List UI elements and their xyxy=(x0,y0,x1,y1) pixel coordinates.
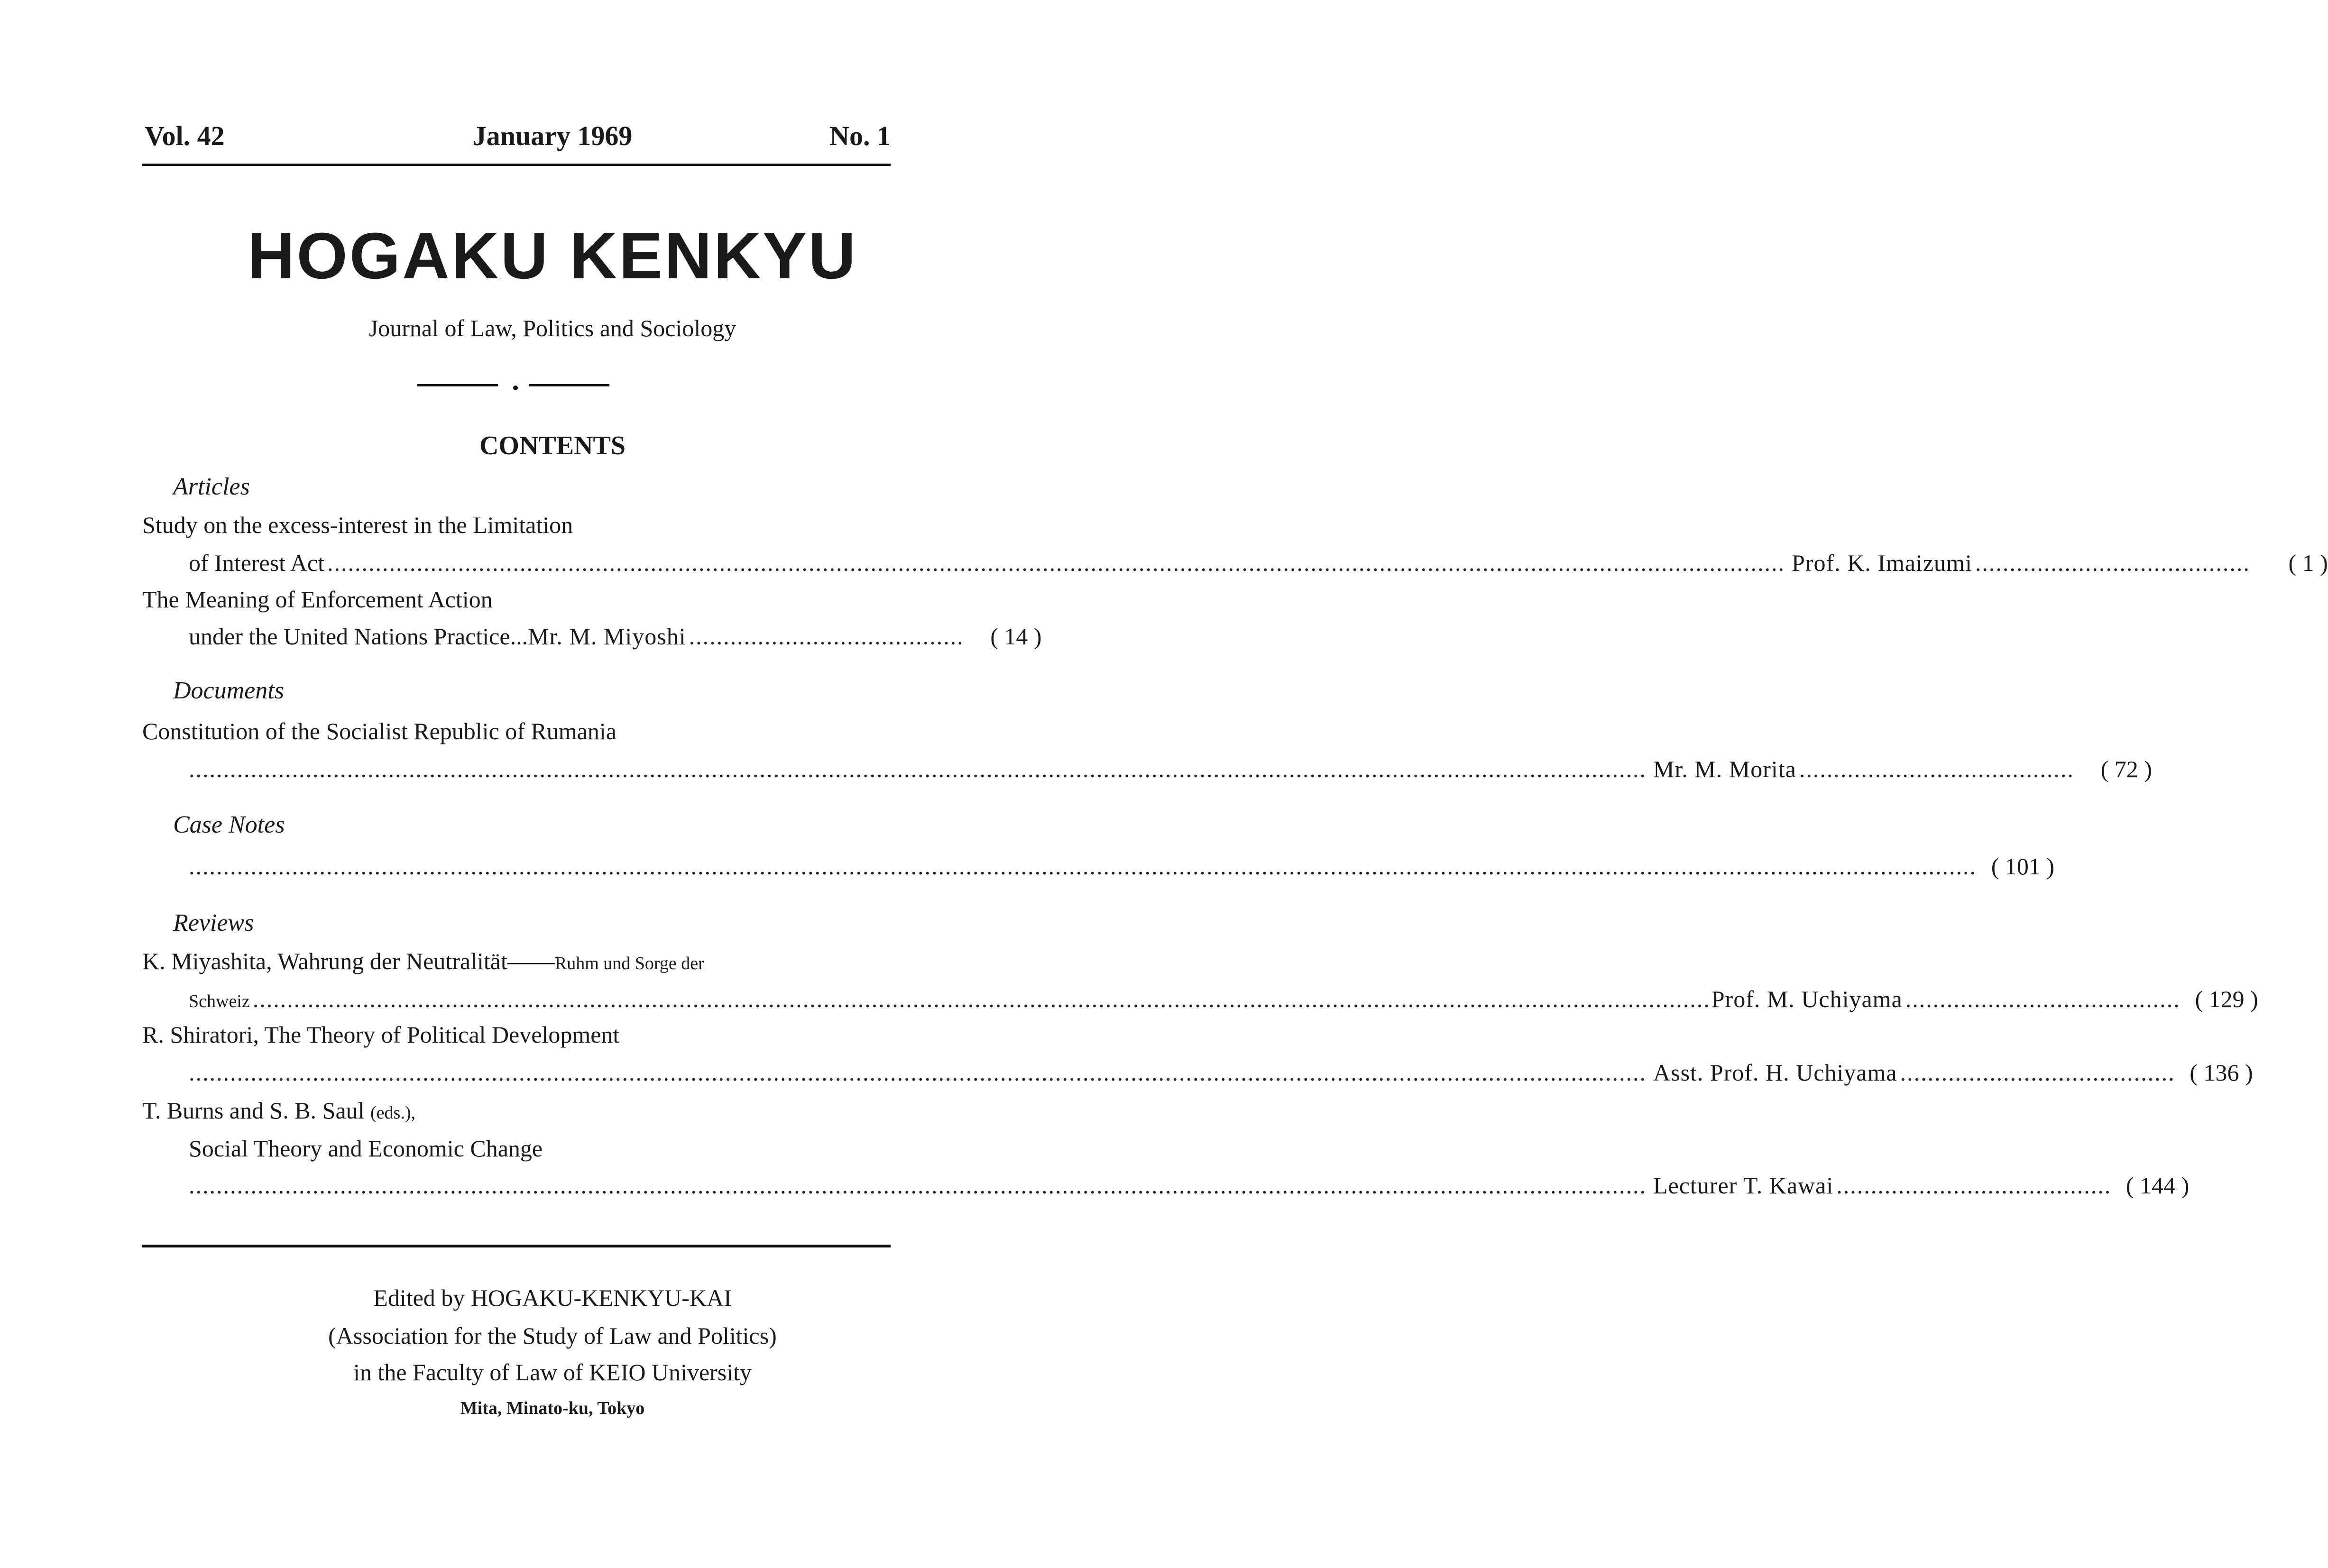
leader-dots: .................................................................................................................................................................................................................... xyxy=(189,1059,1647,1086)
review-1-author: Prof. M. Uchiyama xyxy=(1711,986,1903,1012)
review-3-author: Lecturer T. Kawai xyxy=(1653,1172,1834,1199)
review-3-title-main: T. Burns and S. B. Saul xyxy=(142,1097,365,1124)
article-2-title: The Meaning of Enforcement Action xyxy=(142,586,493,613)
review-1-title-cont: Schweiz xyxy=(189,991,250,1011)
review-1-title xyxy=(142,946,704,979)
article-2-title-cont: under the United Nations Practice... xyxy=(189,623,528,650)
section-heading-reviews: Reviews xyxy=(173,909,254,936)
review-2-page: ( 136 ) xyxy=(2190,1059,2253,1086)
leader-dots: ........................................ xyxy=(689,623,964,650)
issue-number: No. 1 xyxy=(829,120,891,151)
review-1-title-main: K. Miyashita, Wahrung der Neutralität—— xyxy=(142,948,555,974)
edited-by-line xyxy=(0,1283,1105,1313)
case-notes-page: ( 101 ) xyxy=(1991,853,2054,880)
document-1-title: Constitution of the Socialist Republic of Rumania xyxy=(142,718,617,744)
review-1-entry xyxy=(189,984,2258,1014)
document-1-author: Mr. M. Morita xyxy=(1653,756,1796,782)
review-3-page: ( 144 ) xyxy=(2126,1172,2190,1199)
review-2-title: R. Shiratori, The Theory of Political Development xyxy=(142,1021,620,1048)
article-1-entry xyxy=(189,548,2328,578)
leader-dots: ........................................ xyxy=(1900,1059,2175,1086)
leader-dots: .................................................................................................................................................................................................................... xyxy=(189,756,1647,782)
editor-organization: HOGAKU-KENKYU-KAI xyxy=(470,1284,732,1311)
section-heading-documents: Documents xyxy=(173,677,284,704)
ornament-dot xyxy=(513,385,518,390)
association-line: (Association for the Study of Law and Politics) xyxy=(328,1322,777,1349)
contents-heading: CONTENTS xyxy=(479,431,626,460)
leader-dots: ........................................ xyxy=(1799,756,2074,782)
review-3-title-cont: Social Theory and Economic Change xyxy=(189,1135,543,1162)
leader-dots: .................................................................................................................................................................................................................... xyxy=(189,1172,1647,1199)
article-2-page: ( 14 ) xyxy=(990,623,1042,650)
journal-title: HOGAKU KENKYU xyxy=(247,220,858,293)
article-2-entry xyxy=(189,621,1042,651)
section-heading-articles: Articles xyxy=(173,473,250,500)
document-1-page: ( 72 ) xyxy=(2100,756,2152,782)
leader-dots: .................................................................................................................................................................................................................... xyxy=(327,550,1785,576)
review-3-title xyxy=(142,1095,415,1128)
article-1-title: Study on the excess-interest in the Limitation xyxy=(142,512,573,538)
journal-subtitle: Journal of Law, Politics and Sociology xyxy=(368,315,736,341)
volume-number: Vol. 42 xyxy=(145,120,225,151)
faculty-line: in the Faculty of Law of KEIO University xyxy=(353,1359,752,1385)
article-1-author: Prof. K. Imaizumi xyxy=(1792,550,1972,576)
article-1-title-cont: of Interest Act xyxy=(189,550,325,576)
review-2-author: Asst. Prof. H. Uchiyama xyxy=(1653,1059,1897,1086)
leader-dots: ........................................ xyxy=(1836,1172,2112,1199)
article-2-author: Mr. M. Miyoshi xyxy=(528,623,686,650)
leader-dots: .................................................................................................................................................................................................................................................................... xyxy=(189,853,1977,880)
issue-date: January 1969 xyxy=(472,120,633,151)
review-1-title-small: Ruhm und Sorge der xyxy=(554,954,704,973)
edited-by-label: Edited by xyxy=(373,1284,465,1311)
footer-rule xyxy=(142,1245,891,1247)
review-3-title-small: (eds.), xyxy=(370,1103,415,1123)
leader-dots: ........................................ xyxy=(1975,550,2250,576)
case-notes-entry xyxy=(189,851,2054,881)
ornament-rule-left xyxy=(417,384,498,386)
leader-dots: .................................................................................................................................................................................................................... xyxy=(252,986,1711,1012)
leader-dots: ........................................ xyxy=(1905,986,2181,1012)
section-heading-case-notes: Case Notes xyxy=(173,811,285,838)
document-1-entry xyxy=(189,754,2152,784)
ornament-rule-right xyxy=(529,384,609,386)
review-2-entry xyxy=(189,1057,2253,1088)
review-1-page: ( 129 ) xyxy=(2195,986,2258,1012)
review-3-entry xyxy=(189,1170,2190,1201)
header-rule xyxy=(142,164,891,166)
address-line: Mita, Minato-ku, Tokyo xyxy=(460,1398,645,1418)
article-1-page: ( 1 ) xyxy=(2288,550,2328,576)
